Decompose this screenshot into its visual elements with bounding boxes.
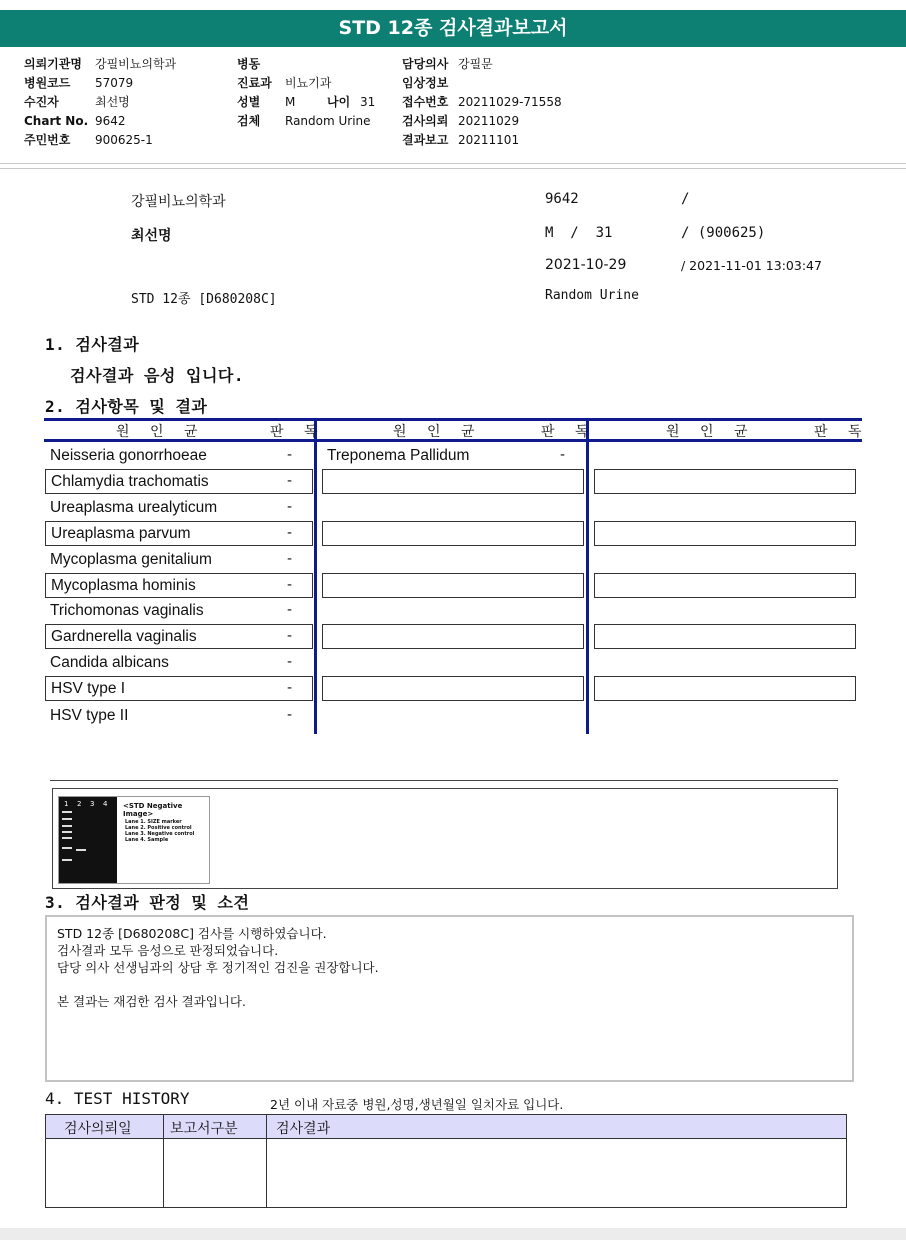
opinion-box bbox=[45, 915, 854, 1082]
row-box bbox=[594, 469, 856, 494]
header-row bbox=[402, 93, 562, 112]
section4-title: 4. TEST HISTORY bbox=[45, 1089, 190, 1108]
history-col-header: 검사결과 bbox=[276, 1121, 331, 1137]
pathogen-result: - bbox=[287, 525, 293, 541]
header-label: 병동 bbox=[237, 57, 261, 71]
header-divider bbox=[0, 168, 906, 169]
col-result-header: 판 독 bbox=[541, 424, 597, 440]
gel-band bbox=[62, 859, 72, 861]
opinion-line: 담당 의사 선생님과의 상담 후 정기적인 검진을 권장합니다. bbox=[57, 960, 379, 975]
lane-label: 4 bbox=[103, 800, 108, 808]
header-row bbox=[402, 55, 562, 74]
footer-bar bbox=[0, 1228, 906, 1240]
gel-image bbox=[58, 796, 210, 884]
header-label: 의뢰기관명 bbox=[24, 57, 82, 71]
header-row bbox=[24, 112, 176, 131]
pathogen-name: Treponema Pallidum bbox=[327, 447, 470, 464]
col-pathogen-header: 원 인 균 bbox=[666, 424, 756, 440]
header-label: 접수번호 bbox=[402, 95, 449, 109]
pathogen-name: Mycoplasma hominis bbox=[51, 577, 196, 594]
header-value: 31 bbox=[360, 95, 376, 109]
header-value: 9642 bbox=[95, 114, 126, 128]
gel-band bbox=[62, 847, 72, 849]
pathogen-result: - bbox=[287, 628, 293, 644]
header-value: M bbox=[285, 95, 296, 109]
row-box bbox=[322, 573, 584, 598]
row-box bbox=[322, 676, 584, 701]
pathogen-result: - bbox=[287, 577, 293, 593]
pathogen-result: - bbox=[287, 654, 293, 670]
header-row bbox=[24, 131, 176, 150]
pathogen-result: - bbox=[287, 602, 293, 618]
row-box bbox=[322, 624, 584, 649]
gel-band bbox=[62, 825, 72, 827]
pathogen-name: HSV type I bbox=[51, 680, 126, 697]
header-label: 병원코드 bbox=[24, 76, 71, 90]
header-value: Random Urine bbox=[285, 114, 371, 128]
age-field bbox=[327, 93, 375, 112]
header-row bbox=[237, 74, 371, 93]
pathogen-result: - bbox=[287, 499, 293, 515]
header-value: 강필비뇨의학과 bbox=[95, 57, 177, 71]
opinion-line: STD 12종 [D680208C] 검사를 시행하였습니다. bbox=[57, 926, 327, 941]
opinion-line: 본 결과는 재검한 검사 결과입니다. bbox=[57, 994, 246, 1009]
patient-name: 최선명 bbox=[131, 228, 172, 244]
gel-lanes bbox=[59, 797, 117, 883]
header-value: 57079 bbox=[95, 76, 134, 90]
gel-legend-item: Lane 1. SIZE marker bbox=[125, 819, 182, 825]
header-row bbox=[237, 112, 371, 131]
row-box bbox=[594, 521, 856, 546]
gel-legend-item: Lane 3. Negative control bbox=[125, 831, 195, 837]
header-label: 검사의뢰 bbox=[402, 114, 449, 128]
header-row bbox=[24, 93, 176, 112]
header-value: 20211101 bbox=[458, 133, 520, 147]
lane-label: 2 bbox=[77, 800, 82, 808]
header-row bbox=[402, 74, 562, 93]
header-col1 bbox=[24, 55, 176, 150]
pathogen-result: - bbox=[287, 551, 293, 567]
header-row bbox=[237, 55, 371, 74]
table-divider bbox=[586, 421, 589, 734]
pathogen-name: Ureaplasma parvum bbox=[51, 525, 191, 542]
pathogen-result: - bbox=[287, 447, 293, 463]
history-header bbox=[46, 1115, 846, 1139]
header-value: 비뇨기과 bbox=[285, 76, 332, 90]
gel-band bbox=[62, 831, 72, 833]
header-row bbox=[24, 74, 176, 93]
gel-band bbox=[62, 811, 72, 813]
pathogen-name: Candida albicans bbox=[50, 654, 169, 671]
request-date: 2021-10-29 bbox=[545, 257, 627, 273]
header-value: 20211029-71558 bbox=[458, 95, 562, 109]
pathogen-result: - bbox=[560, 447, 566, 463]
header-row bbox=[24, 55, 176, 74]
row-box bbox=[322, 469, 584, 494]
header-value: 최선명 bbox=[95, 95, 130, 109]
col-result-header: 판 독 bbox=[270, 424, 326, 440]
history-col-divider bbox=[266, 1115, 267, 1207]
pathogen-name: HSV type II bbox=[50, 707, 129, 724]
image-divider bbox=[50, 780, 838, 781]
header-label: 담당의사 bbox=[402, 57, 449, 71]
gel-title: <STD Negative Image> bbox=[123, 802, 183, 818]
header-col3 bbox=[402, 55, 562, 150]
test-name: STD 12종 [D680208C] bbox=[131, 292, 277, 307]
patient-clinic: 강필비뇨의학과 bbox=[131, 194, 226, 210]
header-value: 강필문 bbox=[458, 57, 493, 71]
lane-label: 1 bbox=[64, 800, 69, 808]
result-summary: 검사결과 음성 입니다. bbox=[70, 366, 245, 385]
header-label: 수진자 bbox=[24, 95, 59, 109]
row-box bbox=[594, 573, 856, 598]
pathogen-name: Ureaplasma urealyticum bbox=[50, 499, 218, 516]
pathogen-name: Chlamydia trachomatis bbox=[51, 473, 209, 490]
report-title: STD 12종 검사결과보고서 bbox=[0, 10, 906, 47]
row-box bbox=[322, 521, 584, 546]
header-label: 성별 bbox=[237, 95, 261, 109]
lane-label: 3 bbox=[90, 800, 95, 808]
report-date: / 2021-11-01 13:03:47 bbox=[681, 258, 822, 273]
history-col-header: 검사의뢰일 bbox=[64, 1121, 132, 1137]
gel-band bbox=[62, 818, 72, 820]
section3-title: 3. 검사결과 판정 및 소견 bbox=[45, 893, 250, 912]
opinion-line: 검사결과 모두 음성으로 판정되었습니다. bbox=[57, 943, 279, 958]
header-label: 검체 bbox=[237, 114, 261, 128]
section1-title: 1. 검사결과 bbox=[45, 335, 140, 354]
pathogen-result: - bbox=[287, 473, 293, 489]
history-note: 2년 이내 자료중 병원,성명,생년월일 일치자료 입니다. bbox=[270, 1097, 564, 1112]
specimen: Random Urine bbox=[545, 288, 639, 303]
section2-title: 2. 검사항목 및 결과 bbox=[45, 397, 208, 416]
patient-sex-age: M / 31 bbox=[545, 225, 613, 241]
pathogen-result: - bbox=[287, 707, 293, 723]
row-box bbox=[594, 624, 856, 649]
patient-slash: / bbox=[681, 191, 690, 207]
history-table bbox=[45, 1114, 847, 1208]
header-label: 진료과 bbox=[237, 76, 272, 90]
header-label: 주민번호 bbox=[24, 133, 71, 147]
gel-band bbox=[62, 837, 72, 839]
gel-legend-item: Lane 4. Sample bbox=[125, 837, 169, 843]
header-label: 임상정보 bbox=[402, 76, 449, 90]
gel-band bbox=[76, 849, 86, 851]
row-box bbox=[594, 676, 856, 701]
opinion-line bbox=[57, 976, 842, 993]
history-col-divider bbox=[163, 1115, 164, 1207]
header-value: 900625-1 bbox=[95, 133, 153, 147]
pathogen-name: Neisseria gonorrhoeae bbox=[50, 447, 207, 464]
history-col-header: 보고서구분 bbox=[170, 1121, 238, 1137]
col-pathogen-header: 원 인 균 bbox=[393, 424, 483, 440]
header-label: 나이 bbox=[327, 95, 351, 109]
pathogen-result: - bbox=[287, 680, 293, 696]
pathogen-name: Gardnerella vaginalis bbox=[51, 628, 197, 645]
header-value: 20211029 bbox=[458, 114, 520, 128]
patient-birth: / (900625) bbox=[681, 225, 766, 241]
pathogen-name: Trichomonas vaginalis bbox=[50, 602, 204, 619]
header-divider bbox=[0, 163, 906, 164]
col-pathogen-header: 원 인 균 bbox=[116, 424, 206, 440]
patient-chart: 9642 bbox=[545, 191, 579, 207]
col-result-header: 판 독 bbox=[814, 424, 870, 440]
header-label: Chart No. bbox=[24, 114, 89, 128]
pathogen-name: Mycoplasma genitalium bbox=[50, 551, 212, 568]
gel-legend-item: Lane 2. Positive control bbox=[125, 825, 192, 831]
table-divider bbox=[314, 421, 317, 734]
header-row bbox=[402, 112, 562, 131]
header-label: 결과보고 bbox=[402, 133, 449, 147]
header-row bbox=[402, 131, 562, 150]
